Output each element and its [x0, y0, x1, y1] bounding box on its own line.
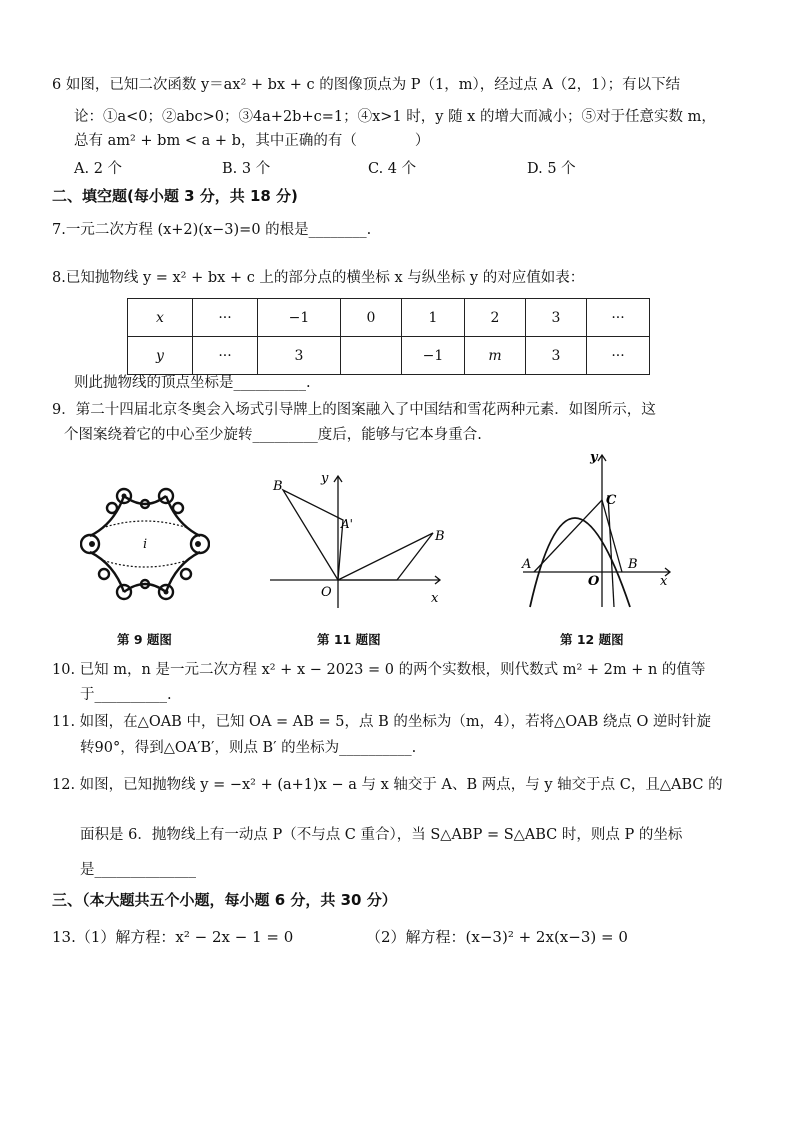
- q13-part1: 13.（1）解方程：x² − 2x − 1 = 0: [52, 928, 294, 946]
- table-cell: −1: [258, 299, 341, 337]
- table-cell: −1: [402, 337, 465, 375]
- q8-text: 8.已知抛物线 y = x² + bx + c 上的部分点的横坐标 x 与纵坐标 y 的对应值如表：: [52, 270, 585, 286]
- q12-line2: 面积是 6．抛物线上有一动点 P（不与点 C 重合），当 S△ABP = S△ABC 时，则点 P 的坐标: [80, 827, 683, 843]
- table-cell: y: [128, 337, 193, 375]
- fig11-label-y: y: [321, 471, 329, 486]
- table-cell: 3: [526, 299, 587, 337]
- fig11-label-o: O: [321, 585, 332, 600]
- table-row-y: [128, 337, 650, 375]
- fig11-label-b: B: [435, 529, 445, 544]
- q11-line1: 11. 如图，在△OAB 中，已知 OA = AB = 5，点 B 的坐标为（m，4），若将△OAB 绕点 O 逆时针旋: [52, 714, 711, 730]
- q8-value-table: [127, 298, 650, 375]
- section3-title: 三、（本大题共五个小题，每小题 6 分，共 30 分）: [52, 891, 397, 909]
- q6-line3: 总有 am² + bm < a + b，其中正确的有（ ）: [74, 133, 430, 149]
- fig12-label-b: B: [628, 557, 638, 572]
- table-cell: m: [465, 337, 526, 375]
- q7-text: [52, 220, 371, 240]
- fig12-label-a: A: [522, 557, 532, 572]
- fig11-label-a-prime: A': [341, 517, 353, 531]
- table-cell: 2: [465, 299, 526, 337]
- q10-line2: 于__________.: [80, 687, 172, 703]
- q8-after: 则此抛物线的顶点坐标是__________.: [74, 375, 311, 391]
- table-cell: [341, 337, 402, 375]
- q7-blank: ________.: [308, 222, 372, 238]
- q6-option-d: D. 5 个: [527, 161, 576, 177]
- q6-line2: 论：①a<0；②abc>0；③4a+2b+c=1；④x>1 时，y 随 x 的增大而减小；⑤对于任意实数 m，: [74, 109, 716, 125]
- fig11-caption: 第 11 题图: [317, 632, 381, 647]
- svg-text:i: i: [143, 537, 148, 552]
- fig12-label-c: C: [606, 493, 617, 508]
- fig12-caption: 第 12 题图: [560, 632, 624, 647]
- table-cell: 3: [526, 337, 587, 375]
- table-row-x: [128, 299, 650, 337]
- section2-title: 二、填空题(每小题 3 分，共 18 分): [52, 187, 298, 205]
- q12-line3: 是______________: [80, 862, 196, 878]
- figure-11-rotation: [265, 468, 450, 613]
- q9-line2: 个图案绕着它的中心至少旋转_________度后，能够与它本身重合.: [64, 427, 482, 443]
- table-cell: ···: [587, 299, 650, 337]
- table-cell: 0: [341, 299, 402, 337]
- q6-line1: 6 如图，已知二次函数 y＝ax² + bx + c 的图像顶点为 P（1，m），经过点 A（2，1）；有以下结: [52, 77, 681, 93]
- table-cell: x: [128, 299, 193, 337]
- table-cell: 1: [402, 299, 465, 337]
- figure-9-knot-pattern: [80, 484, 210, 604]
- q11-line2: 转90°，得到△OA′B′，则点 B′ 的坐标为__________.: [80, 740, 417, 756]
- q6-option-a: A. 2 个: [74, 161, 123, 177]
- q12-line1: 12. 如图，已知抛物线 y = −x² + (a+1)x − a 与 x 轴交于 A、B 两点，与 y 轴交于点 C，且△ABC 的: [52, 777, 723, 793]
- fig11-label-b-prime: B: [273, 479, 283, 494]
- q6-option-b: B. 3 个: [222, 161, 271, 177]
- q7-question: 7.一元二次方程 (x+2)(x−3)=0 的根是: [52, 222, 309, 238]
- figure-12-parabola: [518, 447, 678, 612]
- fig11-label-x: x: [431, 591, 439, 606]
- fig12-label-x: x: [660, 574, 668, 589]
- table-cell: ···: [193, 337, 258, 375]
- q6-option-c: C. 4 个: [368, 161, 417, 177]
- table-cell: ···: [193, 299, 258, 337]
- q10-line1: 10. 已知 m，n 是一元二次方程 x² + x − 2023 = 0 的两个实数根，则代数式 m² + 2m + n 的值等: [52, 662, 706, 678]
- q9-line1: 9．第二十四届北京冬奥会入场式引导牌上的图案融入了中国结和雪花两种元素．如图所示，这: [52, 402, 656, 418]
- table-cell: ···: [587, 337, 650, 375]
- fig12-label-o: O: [588, 574, 600, 589]
- fig12-label-y: y: [590, 450, 598, 465]
- fig9-caption: 第 9 题图: [117, 632, 172, 647]
- q13-part2: （2）解方程：(x−3)² + 2x(x−3) = 0: [366, 928, 628, 946]
- table-cell: 3: [258, 337, 341, 375]
